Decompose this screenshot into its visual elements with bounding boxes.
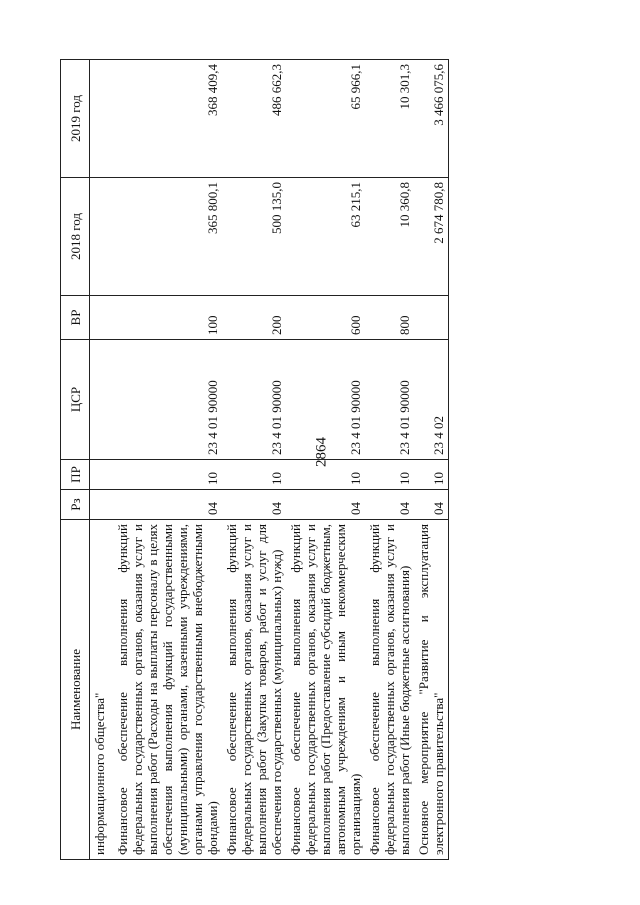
row-csr: 23 4 01 90000	[286, 340, 365, 460]
row-rz: 04	[222, 490, 286, 520]
row-vr: 200	[222, 296, 286, 340]
row-vr: 800	[365, 296, 414, 340]
row-name: Финансовое обеспечение выполнения функций федеральных государственных органов, оказания услуг и выполнения работ (Закупка товаров, работ и услуг для обеспечения государственных (муниципальных) нужд)	[222, 520, 286, 860]
row-2019: 3 466 075,6	[414, 60, 449, 178]
header-rz: Рз	[61, 490, 90, 520]
row-vr: 100	[113, 296, 222, 340]
row-vr	[90, 296, 114, 340]
row-pr: 10	[286, 460, 365, 490]
header-csr: ЦСР	[61, 340, 90, 460]
row-2019	[90, 60, 114, 178]
header-2019: 2019 год	[61, 60, 90, 178]
row-pr	[90, 460, 114, 490]
row-2018: 63 215,1	[286, 178, 365, 296]
row-vr: 600	[286, 296, 365, 340]
table-row	[90, 60, 114, 860]
row-2019: 10 301,3	[365, 60, 414, 178]
header-pr: ПР	[61, 460, 90, 490]
row-2018	[90, 178, 114, 296]
header-vr: ВР	[61, 296, 90, 340]
table-header-row	[61, 60, 90, 860]
header-2018: 2018 год	[61, 178, 90, 296]
page-number: 2864	[313, 437, 330, 467]
row-2019: 65 966,1	[286, 60, 365, 178]
row-name: Основное мероприятие "Развитие и эксплуатация электронного правительства"	[414, 520, 449, 860]
row-rz: 04	[113, 490, 222, 520]
table-row	[286, 60, 365, 860]
row-rz: 04	[286, 490, 365, 520]
row-csr: 23 4 01 90000	[222, 340, 286, 460]
row-csr: 23 4 01 90000	[365, 340, 414, 460]
budget-table	[60, 59, 449, 860]
row-rz: 04	[414, 490, 449, 520]
row-rz	[90, 490, 114, 520]
row-csr: 23 4 01 90000	[113, 340, 222, 460]
table-row	[113, 60, 222, 860]
table-row	[365, 60, 414, 860]
row-pr: 10	[414, 460, 449, 490]
row-vr	[414, 296, 449, 340]
table-row	[222, 60, 286, 860]
row-rz: 04	[365, 490, 414, 520]
row-2018: 2 674 780,8	[414, 178, 449, 296]
row-csr: 23 4 02	[414, 340, 449, 460]
row-pr: 10	[222, 460, 286, 490]
row-name: Финансовое обеспечение выполнения функций федеральных государственных органов, оказания услуг и выполнения работ (Иные бюджетные ассигнования)	[365, 520, 414, 860]
row-name: Финансовое обеспечение выполнения функций федеральных государственных органов, оказания услуг и выполнения работ (Расходы на выплаты персоналу в целях обеспечения выполнения функций государственными (муниципальными) органами, казенными учреждениями, органами управления государственными внебюджетными фондами)	[113, 520, 222, 860]
table-row	[414, 60, 449, 860]
row-2019: 368 409,4	[113, 60, 222, 178]
row-pr: 10	[365, 460, 414, 490]
header-name: Наименование	[61, 520, 90, 860]
row-name: Финансовое обеспечение выполнения функций федеральных государственных органов, оказания услуг и выполнения работ (Предоставление субсидий бюджетным, автономным учреждениям и иным некоммерческим организациям)	[286, 520, 365, 860]
row-2018: 10 360,8	[365, 178, 414, 296]
row-2018: 365 800,1	[113, 178, 222, 296]
row-2018: 500 135,0	[222, 178, 286, 296]
row-2019: 486 662,3	[222, 60, 286, 178]
row-name: информационного общества"	[90, 520, 114, 860]
row-pr: 10	[113, 460, 222, 490]
row-csr	[90, 340, 114, 460]
rotated-page-content	[60, 60, 580, 860]
